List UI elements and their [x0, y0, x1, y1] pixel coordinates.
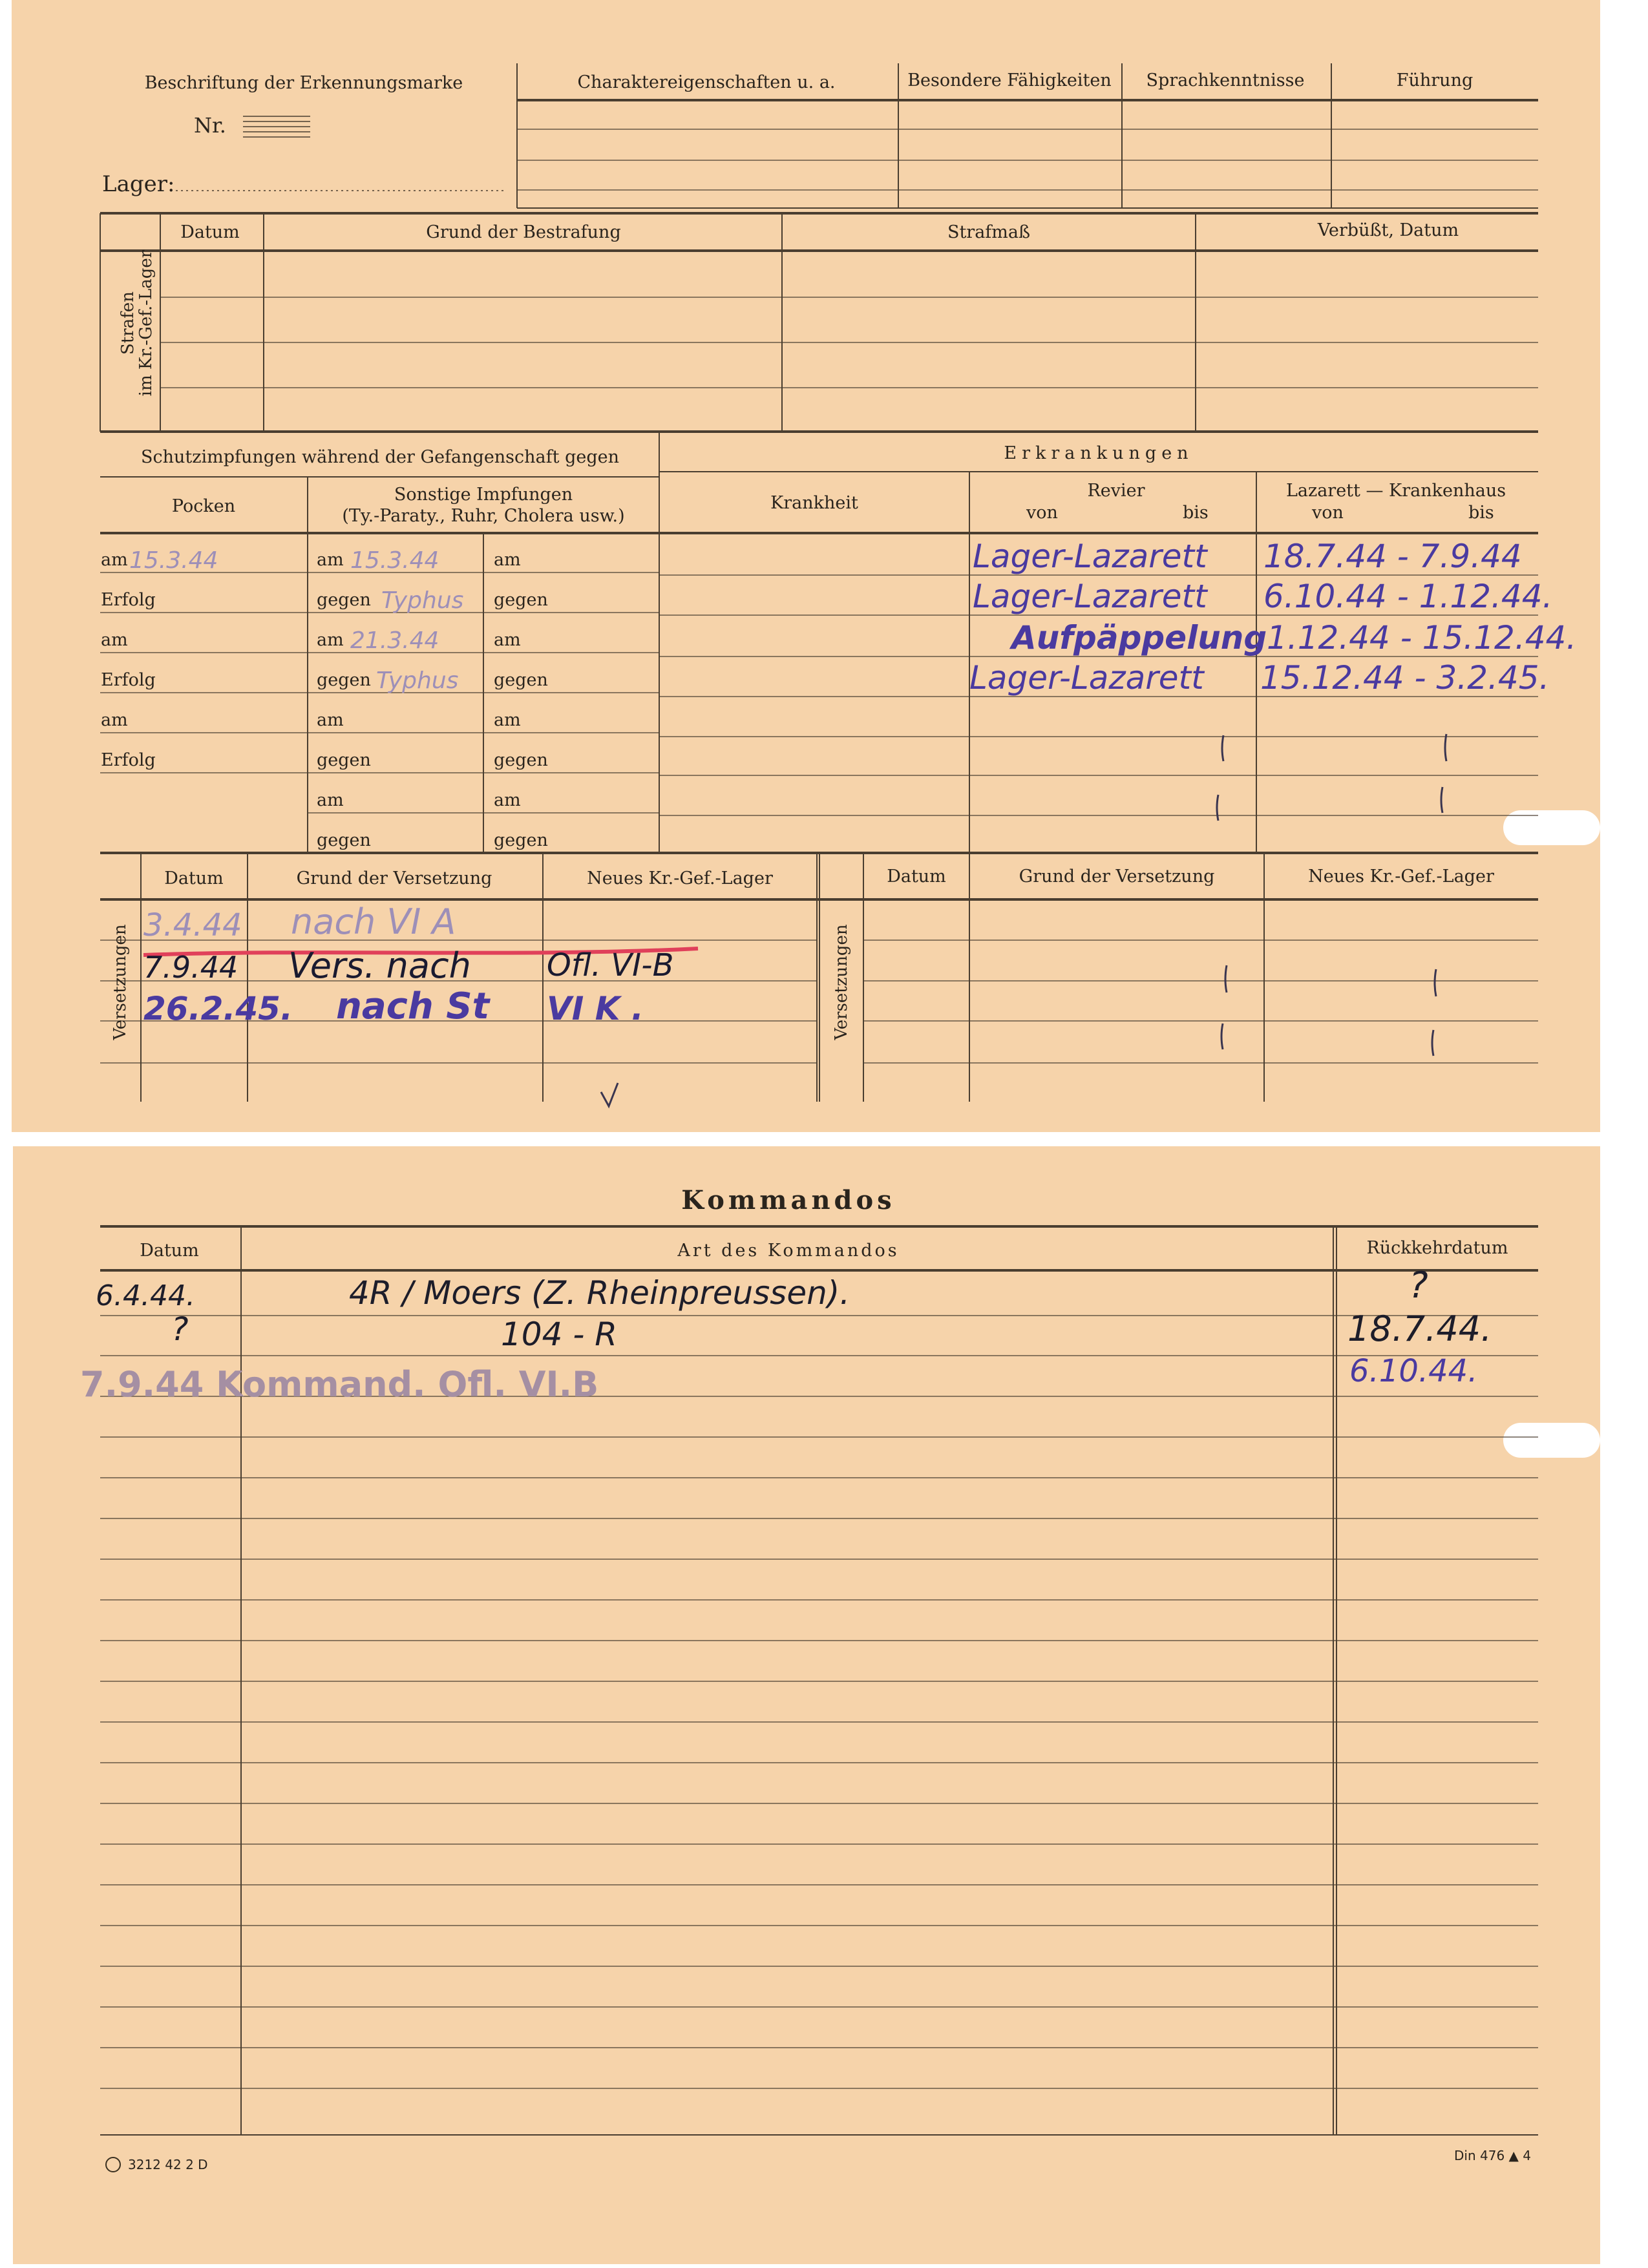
strafen-col-strafmass: Strafmaß [947, 222, 1031, 242]
lazarett-von-label: von [1312, 503, 1344, 523]
pocken-am-label: am [101, 630, 128, 650]
sonstige2-gegen-label: gegen [494, 590, 548, 610]
vers-lager-entry: Ofl. VI-B [547, 947, 674, 983]
kommando-art-entry: 104 - R [501, 1316, 618, 1353]
sonstige2-am-label: am [494, 790, 521, 810]
kommandos-col-datum: Datum [140, 1241, 199, 1261]
erkrankung-dates: 18.7.44 - 7.9.44 [1263, 538, 1522, 575]
strafen-col-grund: Grund der Bestrafung [426, 222, 621, 242]
header-col-faehigkeiten: Besondere Fähigkeiten [907, 70, 1112, 90]
lager-label: Lager: [102, 171, 175, 197]
kommando-stamp: 7.9.44 Kommand. Ofl. VI.B [80, 1364, 599, 1405]
kommando-rueckkehr-entry: 6.10.44. [1349, 1353, 1478, 1389]
erkrankung-ort: Lager-Lazarett [973, 538, 1207, 575]
kommandos-col-art: Art des Kommandos [677, 1241, 900, 1261]
sonstige-gegen-entry-2: Typhus [376, 667, 459, 694]
kommando-rueckkehr-entry: 18.7.44. [1347, 1308, 1492, 1349]
sonstige-gegen-entry-1: Typhus [381, 587, 464, 614]
kommando-datum-entry: 6.4.44. [96, 1279, 195, 1312]
revier-bis-label: bis [1183, 503, 1209, 523]
sonstige-am-entry-1: 15.3.44 [350, 547, 439, 574]
kommandos-title: Kommandos [681, 1185, 896, 1215]
krankheit-label: Krankheit [770, 493, 858, 513]
sonstige2-am-label: am [494, 630, 521, 650]
sonstige-label-sub: (Ty.-Paraty., Ruhr, Cholera usw.) [342, 506, 625, 526]
vers-col-lager: Neues Kr.-Gef.-Lager [587, 868, 773, 888]
sonstige2-gegen-label: gegen [494, 830, 548, 850]
sonstige-am-entry-2: 21.3.44 [350, 627, 439, 654]
pocken-erfolg-label: Erfolg [101, 750, 156, 770]
sonstige-gegen-label: gegen [317, 750, 371, 770]
din-label: Din 476 ▲ 4 [1454, 2148, 1531, 2163]
sonstige2-am-label: am [494, 550, 521, 570]
erkrankungen-title: Erkrankungen [1004, 443, 1194, 463]
strafen-side-label: Strafen [118, 291, 138, 355]
erkennungsmarke-label: Beschriftung der Erkennungsmarke [144, 73, 463, 93]
vers-grund-entry: Vers. nach [288, 945, 471, 986]
sonstige-am-label: am [317, 630, 344, 650]
vers-datum-entry: 7.9.44 [143, 950, 238, 985]
sonstige2-am-label: am [494, 710, 521, 730]
pocken-am-label: am [101, 710, 128, 730]
kommandos-col-rueckkehr: Rückkehrdatum [1366, 1238, 1508, 1258]
revier-von-label: von [1026, 503, 1058, 523]
print-code: 3212 42 2 D [128, 2157, 208, 2172]
vers-grund-entry: nach VI A [291, 901, 456, 942]
sonstige-am-label: am [317, 790, 344, 810]
vers-lager-entry: VI K . [547, 990, 644, 1027]
header-col-charakter: Charaktereigenschaften u. a. [577, 72, 836, 92]
pocken-am-label: am [101, 550, 128, 570]
sonstige-am-label: am [317, 550, 344, 570]
revier-label: Revier [1087, 481, 1145, 501]
sonstige-am-label: am [317, 710, 344, 730]
erkrankung-ort: Lager-Lazarett [973, 578, 1207, 615]
strafen-col-verbuesst: Verbüßt, Datum [1317, 220, 1459, 240]
sonstige-gegen-label: gegen [317, 830, 371, 850]
lazarett-bis-label: bis [1468, 503, 1494, 523]
sonstige-gegen-label: gegen [317, 670, 371, 690]
versetzungen-side-label-2: Versetzungen [832, 924, 851, 1040]
sonstige-gegen-label: gegen [317, 590, 371, 610]
strafen-col-datum: Datum [180, 222, 240, 242]
versetzungen-side-label: Versetzungen [111, 924, 130, 1040]
vers-col-datum: Datum [164, 868, 224, 888]
erkrankung-ort: Aufpäppelung [1011, 619, 1267, 656]
sonstige-label: Sonstige Impfungen [394, 485, 573, 505]
sonstige2-gegen-label: gegen [494, 750, 548, 770]
pocken-label: Pocken [171, 496, 236, 516]
vers-col-grund-2: Grund der Versetzung [1019, 866, 1215, 887]
strafen-side-label-2: im Kr.-Gef.-Lager [136, 249, 156, 397]
erkrankung-dates: 1.12.44 - 15.12.44. [1267, 619, 1577, 656]
printer-logo-icon [106, 2158, 120, 2172]
vers-col-grund: Grund der Versetzung [296, 868, 492, 888]
vers-col-lager-2: Neues Kr.-Gef.-Lager [1308, 866, 1494, 887]
erkrankung-dates: 15.12.44 - 3.2.45. [1260, 659, 1550, 697]
pocken-am-entry: 15.3.44 [129, 547, 218, 574]
impfungen-title: Schutzimpfungen während der Gefangenschaft gegen [141, 447, 619, 467]
lazarett-label: Lazarett — Krankenhaus [1285, 481, 1506, 501]
kommando-rueckkehr-entry: ? [1409, 1265, 1428, 1307]
header-col-sprachen: Sprachkenntnisse [1146, 70, 1305, 90]
vers-grund-entry: nach St [336, 985, 490, 1027]
erkrankung-dates: 6.10.44 - 1.12.44. [1263, 578, 1553, 615]
pocken-erfolg-label: Erfolg [101, 590, 156, 610]
vers-col-datum-2: Datum [887, 866, 946, 887]
header-col-fuehrung: Führung [1396, 70, 1474, 90]
pocken-erfolg-label: Erfolg [101, 670, 156, 690]
vers-datum-entry: 26.2.45. [143, 990, 293, 1027]
sonstige2-gegen-label: gegen [494, 670, 548, 690]
nr-label: Nr. [194, 113, 226, 138]
erkrankung-ort: Lager-Lazarett [969, 659, 1204, 697]
kommando-datum-entry: ? [171, 1310, 189, 1348]
kommando-art-entry: 4R / Moers (Z. Rheinpreussen). [349, 1274, 850, 1312]
vers-datum-entry: 3.4.44 [143, 907, 242, 943]
